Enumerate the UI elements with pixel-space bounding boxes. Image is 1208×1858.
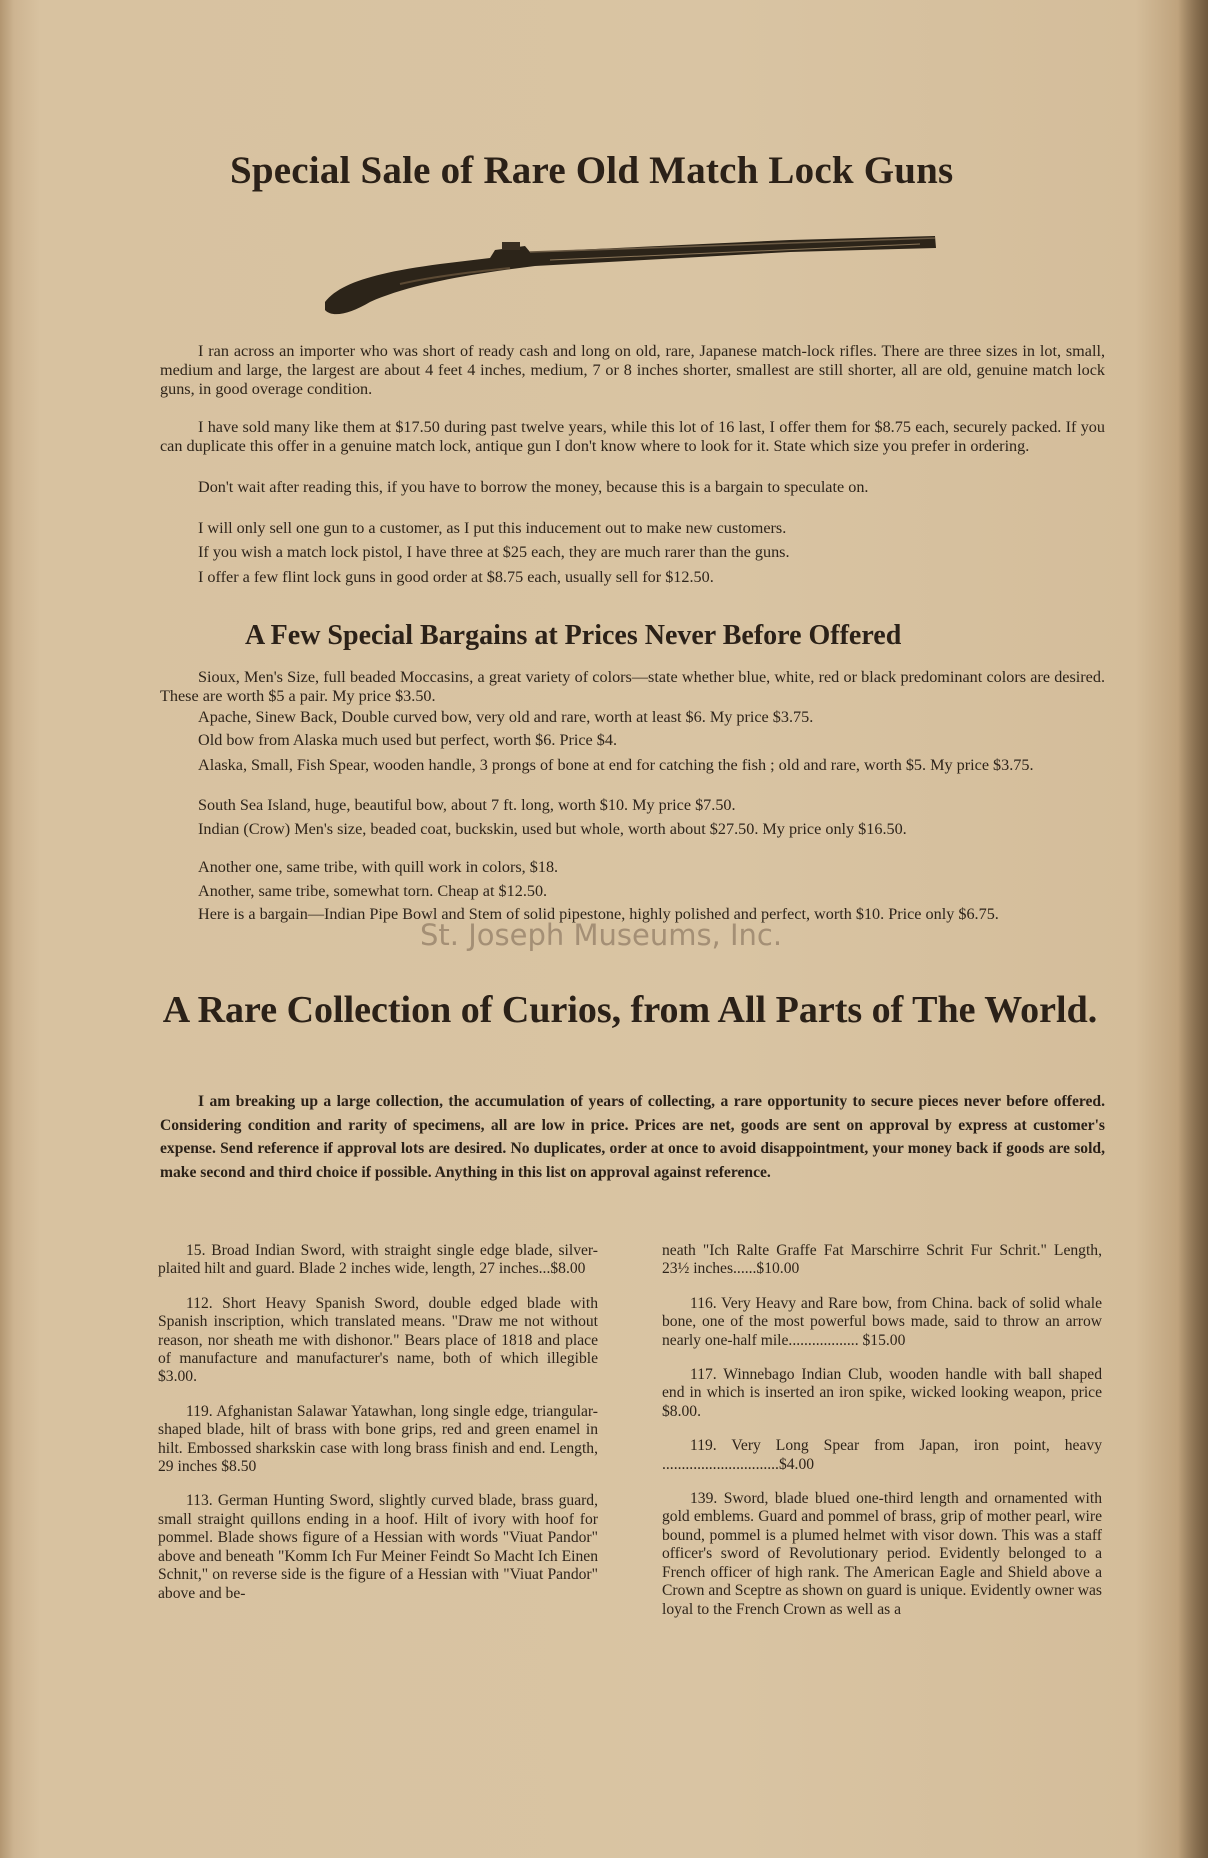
right-column [662,1242,1102,1635]
bargain-item: Another one, same tribe, with quill work in colors, $18. [198,858,559,876]
curio-item: 112. Short Heavy Spanish Sword, double edged blade with Spanish inscription, which translated means. "Draw me not without reason, nor sheath me with dishonor." Bears place of 1818 and place of manufacture and manufacturer's name, both of which illegible $3.00. [158,1294,598,1386]
bargain-item: South Sea Island, huge, beautiful bow, about 7 ft. long, worth $10. My price $7.50. [198,796,736,814]
bargain-item: Indian (Crow) Men's size, beaded coat, buckskin, used but whole, worth about $27.50. My price only $16.50. [198,820,907,838]
section1-paragraph-4: I will only sell one gun to a customer, as I put this inducement out to make new customers. [198,519,787,537]
bargain-item: Another, same tribe, somewhat torn. Cheap at $12.50. [198,882,548,900]
bargains-heading: A Few Special Bargains at Prices Never Before Offered [245,620,902,651]
bargain-item: Here is a bargain—Indian Pipe Bowl and Stem of solid pipestone, highly polished and perfect, worth $10. Price only $6.75. [198,905,999,923]
section1-paragraph-2: I have sold many like them at $17.50 during past twelve years, while this lot of 16 last, I offer them for $8.75 each, securely packed. If you can duplicate this offer in a genuine match lock, antique gun I don't know where to look for it. State which size you prefer in ordering. [160,418,1105,455]
bargain-item: Old bow from Alaska much used but perfect, worth $6. Price $4. [198,731,617,749]
section1-paragraph-3: Don't wait after reading this, if you have to borrow the money, because this is a bargain to speculate on. [198,478,869,496]
curio-item: 117. Winnebago Indian Club, wooden handle with ball shaped end in which is inserted an iron spike, wicked looking weapon, price $8.00. [662,1366,1102,1420]
curio-item: 15. Broad Indian Sword, with straight single edge blade, silver-plaited hilt and guard. Blade 2 inches wide, length, 27 inches...$8.00 [158,1242,598,1278]
curio-item: 119. Afghanistan Salawar Yatawhan, long single edge, triangular-shaped blade, hilt of brass with bone grips, red and green enamel in hilt. Embossed sharkskin case with long brass finish and end. Length, 29 inches $8.50 [158,1402,598,1476]
curios-intro: I am breaking up a large collection, the accumulation of years of collecting, a rare opportunity to secure pieces never before offered. Considering condition and rarity of specimens, all are low in price. Prices are net, goods are sent on approval by express at customer's expense. Send reference if approval lots are desired. No duplicates, order at once to avoid disappointment, your money back if goods are sold, make second and third choice if possible. Anything in this list on approval against reference. [160,1093,1105,1181]
curios-heading: A Rare Collection of Curios, from All Parts of The World. [162,989,1098,1031]
left-column [158,1242,598,1619]
matchlock-rifle-illustration [320,222,940,322]
section1-paragraph-5: If you wish a match lock pistol, I have three at $25 each, they are much rarer than the guns. [198,543,790,561]
museum-watermark: St. Joseph Museums, Inc. [420,918,783,952]
section1-paragraph-6: I offer a few flint lock guns in good order at $8.75 each, usually sell for $12.50. [198,568,714,586]
curio-item: 119. Very Long Spear from Japan, iron point, heavy ..............................$4.00 [662,1437,1102,1473]
section1-paragraph-1: I ran across an importer who was short of ready cash and long on old, rare, Japanese match-lock rifles. There are three sizes in lot, small, medium and large, the largest are about 4 feet 4 inches, medium, 7 or 8 inches shorter, smallest are still shorter, all are old, genuine match lock guns, in good overage condition. [160,342,1105,398]
bargain-item: Sioux, Men's Size, full beaded Moccasins, a great variety of colors—state whether blue, white, red or black predominant colors are desired. These are worth $5 a pair. My price $3.50. [160,668,1105,705]
bargain-item: Alaska, Small, Fish Spear, wooden handle, 3 prongs of bone at end for catching the fish ; old and rare, worth $5. My price $3.75. [198,756,1034,774]
curio-item-continued: neath "Ich Ralte Graffe Fat Marschirre Schrit Fur Schrit." Length, 23½ inches......$10.00 [662,1242,1102,1278]
curio-item: 116. Very Heavy and Rare bow, from China. back of solid whale bone, one of the most powerful bows made, said to throw an arrow nearly one-half mile.................. $15.00 [662,1294,1102,1349]
page-title: Special Sale of Rare Old Match Lock Guns [230,149,954,192]
page-edge-shadow [1178,0,1208,1858]
curio-item: 113. German Hunting Sword, slightly curved blade, brass guard, small straight quillons ending in a hoof. Hilt of ivory with hoof for pommel. Blade shows figure of a Hessian with words "Viuat Pandor" above and beneath "Komm Ich Fur Meiner Feindt So Macht Ich Einen Schnit," on reverse side is the figure of a Hessian with "Viuat Pandor" above and be- [158,1492,598,1602]
bargain-item: Apache, Sinew Back, Double curved bow, very old and rare, worth at least $6. My price $3.75. [198,708,814,726]
curio-item: 139. Sword, blade blued one-third length and ornamented with gold emblems. Guard and pommel of brass, grip of mother pearl, wire bound, pommel is a plumed helmet with visor down. This was a staff officer's sword of Revolutionary period. Evidently belonged to a French officer of high rank. The American Eagle and Shield above a Crown and Sceptre as shown on guard is unique. Evidently owner was loyal to the French Crown as well as a [662,1490,1103,1618]
